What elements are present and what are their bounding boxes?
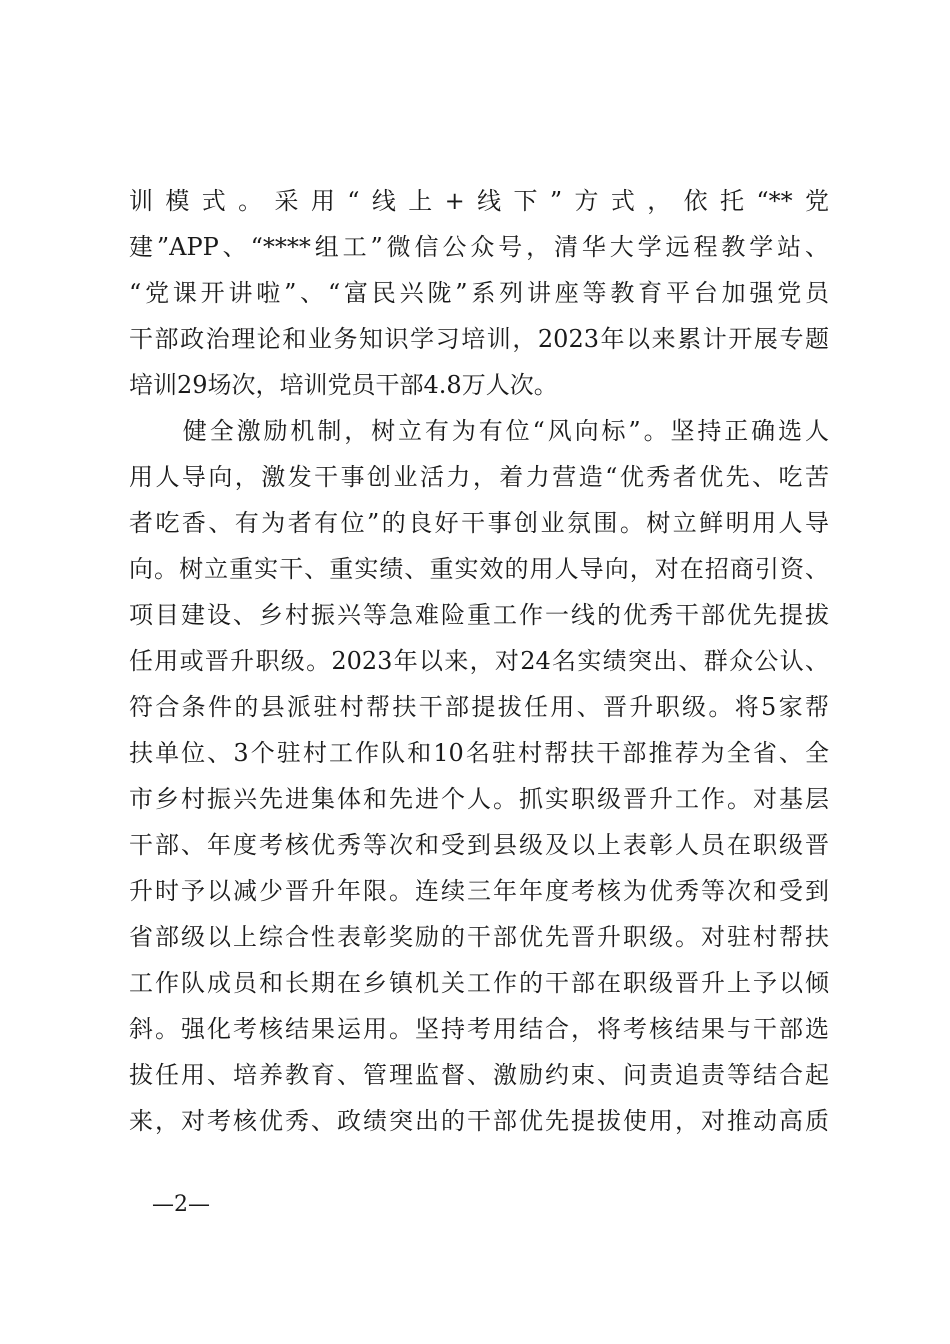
text-line: 升时予以减少晋升年限。连续三年年度考核为优秀等次和受到 — [129, 877, 829, 905]
text-line: 工作队成员和长期在乡镇机关工作的干部在职级晋升上予以倾 — [129, 969, 829, 997]
text-line: 市乡村振兴先进集体和先进个人。抓实职级晋升工作。对基层 — [129, 785, 829, 813]
body-text — [129, 178, 829, 1144]
text-line: 健全激励机制，树立有为有位“风向标”。坚持正确选人 — [129, 417, 829, 445]
text-line: 符合条件的县派驻村帮扶干部提拔任用、晋升职级。将5家帮 — [129, 693, 829, 721]
text-line: 建”APP、“****组工”微信公众号，清华大学远程教学站、 — [129, 233, 829, 261]
text-line: 培训29场次，培训党员干部4.8万人次。 — [129, 371, 558, 399]
text-line: 者吃香、有为者有位”的良好干事创业氛围。树立鲜明用人导 — [129, 509, 829, 537]
text-line: 干部、年度考核优秀等次和受到县级及以上表彰人员在职级晋 — [129, 831, 829, 859]
text-line: 省部级以上综合性表彰奖励的干部优先晋升职级。对驻村帮扶 — [129, 923, 829, 951]
text-line: 拔任用、培养教育、管理监督、激励约束、问责追责等结合起 — [129, 1061, 829, 1089]
text-line: 来，对考核优秀、政绩突出的干部优先提拔使用，对推动高质 — [129, 1107, 829, 1135]
text-line: 项目建设、乡村振兴等急难险重工作一线的优秀干部优先提拔 — [129, 601, 829, 629]
text-line: 向。树立重实干、重实绩、重实效的用人导向，对在招商引资、 — [129, 555, 829, 583]
text-line: 斜。强化考核结果运用。坚持考用结合，将考核结果与干部选 — [129, 1015, 829, 1043]
text-line: 用人导向，激发干事创业活力，着力营造“优秀者优先、吃苦 — [129, 463, 829, 491]
text-line: “党课开讲啦”、“富民兴陇”系列讲座等教育平台加强党员 — [129, 279, 829, 307]
text-line: 训模式。采用“线上+线下”方式，依托“**党 — [129, 187, 829, 215]
text-line: 扶单位、3个驻村工作队和10名驻村帮扶干部推荐为全省、全 — [129, 739, 829, 767]
page-number: —2— — [152, 1192, 210, 1217]
text-line: 任用或晋升职级。2023年以来，对24名实绩突出、群众公认、 — [129, 647, 829, 675]
text-line: 干部政治理论和业务知识学习培训，2023年以来累计开展专题 — [129, 325, 829, 353]
